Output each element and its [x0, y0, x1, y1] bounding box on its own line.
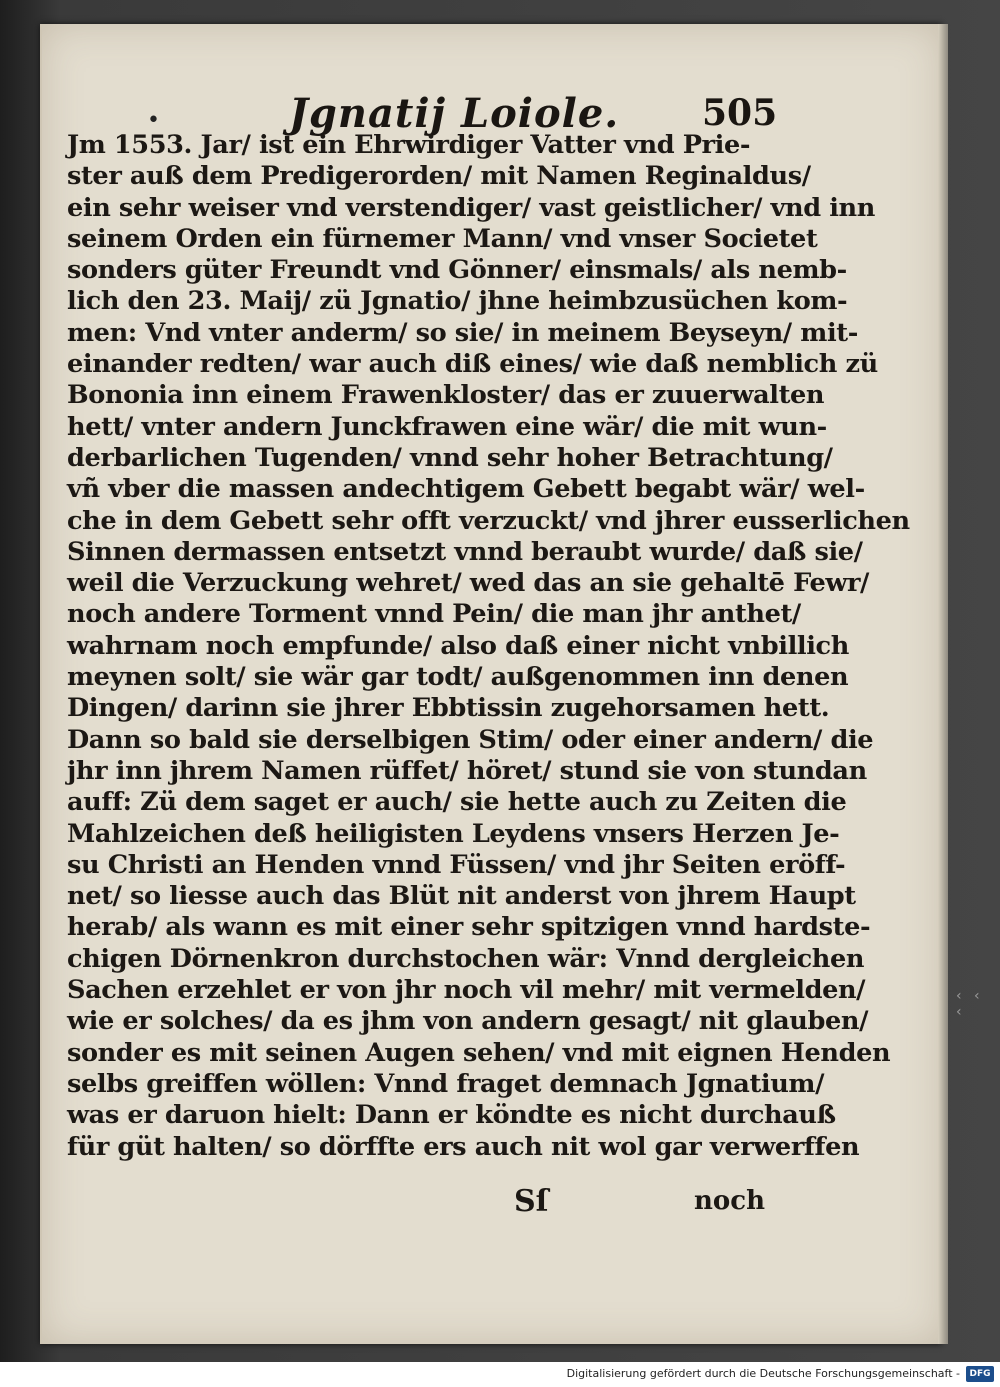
- page-number: 505: [702, 92, 778, 134]
- text-line: wie er solches/ da es jhm von andern gesagt/ nit glauben/: [67, 1006, 869, 1037]
- page-edge: [938, 24, 948, 1344]
- text-line: Bononia inn einem Frawenkloster/ das er zuuerwalten: [67, 380, 825, 411]
- text-line: net/ so liesse auch das Blüt nit anderst von jhrem Haupt: [67, 881, 856, 912]
- dfg-logo: DFG: [966, 1366, 994, 1382]
- text-line: jhr inn jhrem Namen rüffet/ höret/ stund sie von stundan: [67, 755, 867, 786]
- footer-bar: [0, 1362, 1000, 1387]
- text-line: einander redten/ war auch diß eines/ wie daß nemblich zü: [67, 349, 878, 380]
- text-line: was er daruon hielt: Dann er köndte es nicht durchauß: [67, 1100, 836, 1131]
- book-page: [40, 24, 942, 1344]
- text-line: men: Vnd vnter anderm/ so sie/ in meinem Beyseyn/ mit-: [67, 317, 858, 348]
- text-line: derbarlichen Tugenden/ vnnd sehr hoher Betrachtung/: [67, 442, 833, 473]
- text-line: auff: Zü dem saget er auch/ sie hette auch zu Zeiten die: [67, 787, 847, 818]
- text-line: für güt halten/ so dörffte ers auch nit wol gar verwerffen: [67, 1131, 860, 1162]
- signature-mark: Sſ: [514, 1184, 549, 1219]
- text-line: su Christi an Henden vnnd Füssen/ vnd jhr Seiten eröff-: [67, 849, 846, 880]
- text-line: ster auß dem Predigerorden/ mit Namen Reginaldus/: [67, 161, 811, 192]
- footer-credit: Digitalisierung gefördert durch die Deutsche Forschungsgemeinschaft -: [566, 1367, 960, 1380]
- text-line: Sachen erzehlet er von jhr noch vil mehr/ mit vermelden/: [67, 975, 866, 1006]
- text-line: vñ vber die massen andechtigem Gebett begabt wär/ wel-: [67, 474, 865, 505]
- text-line: Dingen/ darinn sie jhrer Ebbtissin zugehorsamen hett.: [67, 693, 830, 724]
- text-line: weil die Verzuckung wehret/ wed das an sie gehaltē Fewr/: [67, 568, 869, 599]
- text-line: sonders güter Freundt vnd Gönner/ einsmals/ als nemb-: [67, 255, 847, 286]
- text-line: che in dem Gebett sehr offt verzuckt/ vnd jhrer eusserlichen: [67, 505, 910, 536]
- text-line: sonder es mit seinen Augen sehen/ vnd mit eignen Henden: [67, 1037, 891, 1068]
- text-line: Mahlzeichen deß heiligisten Leydens vnsers Herzen Je-: [67, 818, 840, 849]
- margin-marks: ‹ ‹ ‹: [956, 988, 984, 1020]
- header-mark: •: [147, 108, 160, 133]
- body-text: [67, 130, 910, 1163]
- catchword: noch: [694, 1186, 765, 1216]
- text-line: Jm 1553. Jar/ ist ein Ehrwirdiger Vatter vnd Prie-: [67, 130, 751, 160]
- text-line: wahrnam noch empfunde/ also daß einer nicht vnbillich: [67, 630, 849, 661]
- text-line: lich den 23. Maij/ zü Jgnatio/ jhne heimbzusüchen kom-: [67, 286, 848, 317]
- text-line: meynen solt/ sie wär gar todt/ außgenommen inn denen: [67, 662, 849, 693]
- text-line: ein sehr weiser vnd verstendiger/ vast geistlicher/ vnd inn: [67, 192, 875, 223]
- text-line: herab/ als wann es mit einer sehr spitzigen vnnd hardste-: [67, 912, 871, 943]
- text-line: selbs greiffen wöllen: Vnnd fraget demnach Jgnatium/: [67, 1068, 825, 1099]
- text-line: hett/ vnter andern Junckfrawen eine wär/ die mit wun-: [67, 411, 827, 442]
- text-line: noch andere Torment vnnd Pein/ die man jhr anthet/: [67, 599, 801, 630]
- text-line: Sinnen dermassen entsetzt vnnd beraubt wurde/ daß sie/: [67, 536, 863, 567]
- running-title: Jgnatij Loiole.: [289, 90, 620, 137]
- text-line: Dann so bald sie derselbigen Stim/ oder einer andern/ die: [67, 724, 874, 755]
- text-line: chigen Dörnenkron durchstochen wär: Vnnd dergleichen: [67, 943, 865, 974]
- text-line: seinem Orden ein fürnemer Mann/ vnd vnser Societet: [67, 223, 818, 254]
